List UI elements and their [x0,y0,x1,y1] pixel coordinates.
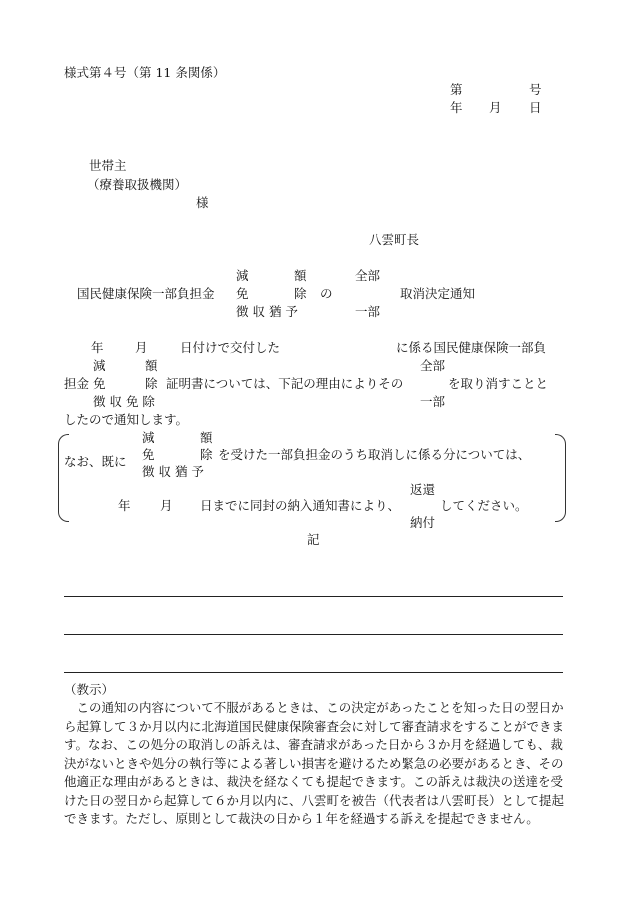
notice-heading: （教示） [64,682,115,697]
issuer: 八雲町長 [369,232,420,247]
reason-line-2 [64,634,563,635]
body1-nen: 年 [91,340,104,355]
title-men: 免 [236,286,249,301]
reason-line-3 [64,672,563,673]
body1-hizuke: 日付けで交付した [180,340,281,355]
body2-jo: 除 [200,447,213,462]
ki-heading: 記 [307,532,320,547]
body2-nao: なお、既に [64,454,127,469]
body1-men: 免 [93,376,106,391]
body2-henkan: 返還 [410,482,436,497]
body1-futankin: 担金 [64,376,90,391]
notice-paragraph: この通知の内容について不服があるときは、この決定があったことを知った日の翌日から起算して３か月以内に北海道国民健康保険審査会に対して審査請求をすることができます。なお、この処分の取消しの訴えは、審査請求があった日から３か月を経過しても、裁決がないときや処分の執行等による著しい損害を避けるため緊急の必要があるとき、その他適正な理由があるときは、裁決を経なくても提起できます。この訴えは裁決の送達を受けた日の翌日から起算して６か月以内に、八雲町を被告（代表者は八雲町長）として提起できます。ただし、原則として裁決の日から１年を経過する訴えを提起できません。 [64,700,565,826]
date-month: 月 [489,100,502,115]
title-gaku: 額 [294,268,307,283]
title-prefix: 国民健康保険一部負担金 [77,286,215,301]
body2-tsuki: 月 [160,498,173,513]
body1-kakaru: に係る国民健康保険一部負 [396,340,547,355]
title-ichibu: 一部 [355,304,381,319]
notice-body [64,699,570,829]
body1-shomeisho: 証明書については、下記の理由によりその [166,376,404,391]
date-year: 年 [450,100,463,115]
body2-choushu: 徴 収 猶 予 [142,464,204,479]
addressee-ryoyo: （療養取扱機関） [87,177,188,192]
body2-gen: 減 [142,430,155,445]
addressee-sama: 様 [196,195,209,210]
title-gen: 減 [236,268,249,283]
body1-torikesu: を取り消すことと [448,376,549,391]
reason-line-1 [64,596,563,597]
left-bracket [58,434,69,522]
date-day: 日 [529,100,542,115]
body2-men: 免 [142,447,155,462]
body2-uketa: を受けた一部負担金のうち取消しに係る分については、 [218,447,531,462]
title-jo: 除 [294,286,307,301]
number-dai: 第 [450,82,463,97]
body2-nen: 年 [118,498,131,513]
body1-ichibu: 一部 [420,394,446,409]
body1-tsuchi: したので通知します。 [64,412,189,427]
body1-jo: 除 [145,376,158,391]
body1-zenbu: 全部 [420,358,446,373]
body2-kudasai: してください。 [440,498,528,513]
right-bracket [555,434,566,522]
title-suffix: 取消決定通知 [400,286,476,301]
body2-gaku: 額 [200,430,213,445]
body1-choushu: 徴 収 免 除 [93,394,155,409]
body1-gen: 減 [93,358,106,373]
body1-tsuki: 月 [135,340,148,355]
title-no: の [320,286,333,301]
number-go: 号 [529,82,542,97]
form-number: 様式第４号（第 11 条関係） [64,65,226,80]
title-zenbu: 全部 [355,268,381,283]
addressee-setai: 世帯主 [89,158,127,173]
title-choushu: 徴 収 猶 予 [236,304,298,319]
body2-hi: 日までに同封の納入通知書により、 [200,498,401,513]
body2-nofu: 納付 [410,515,436,530]
body1-gaku: 額 [145,358,158,373]
